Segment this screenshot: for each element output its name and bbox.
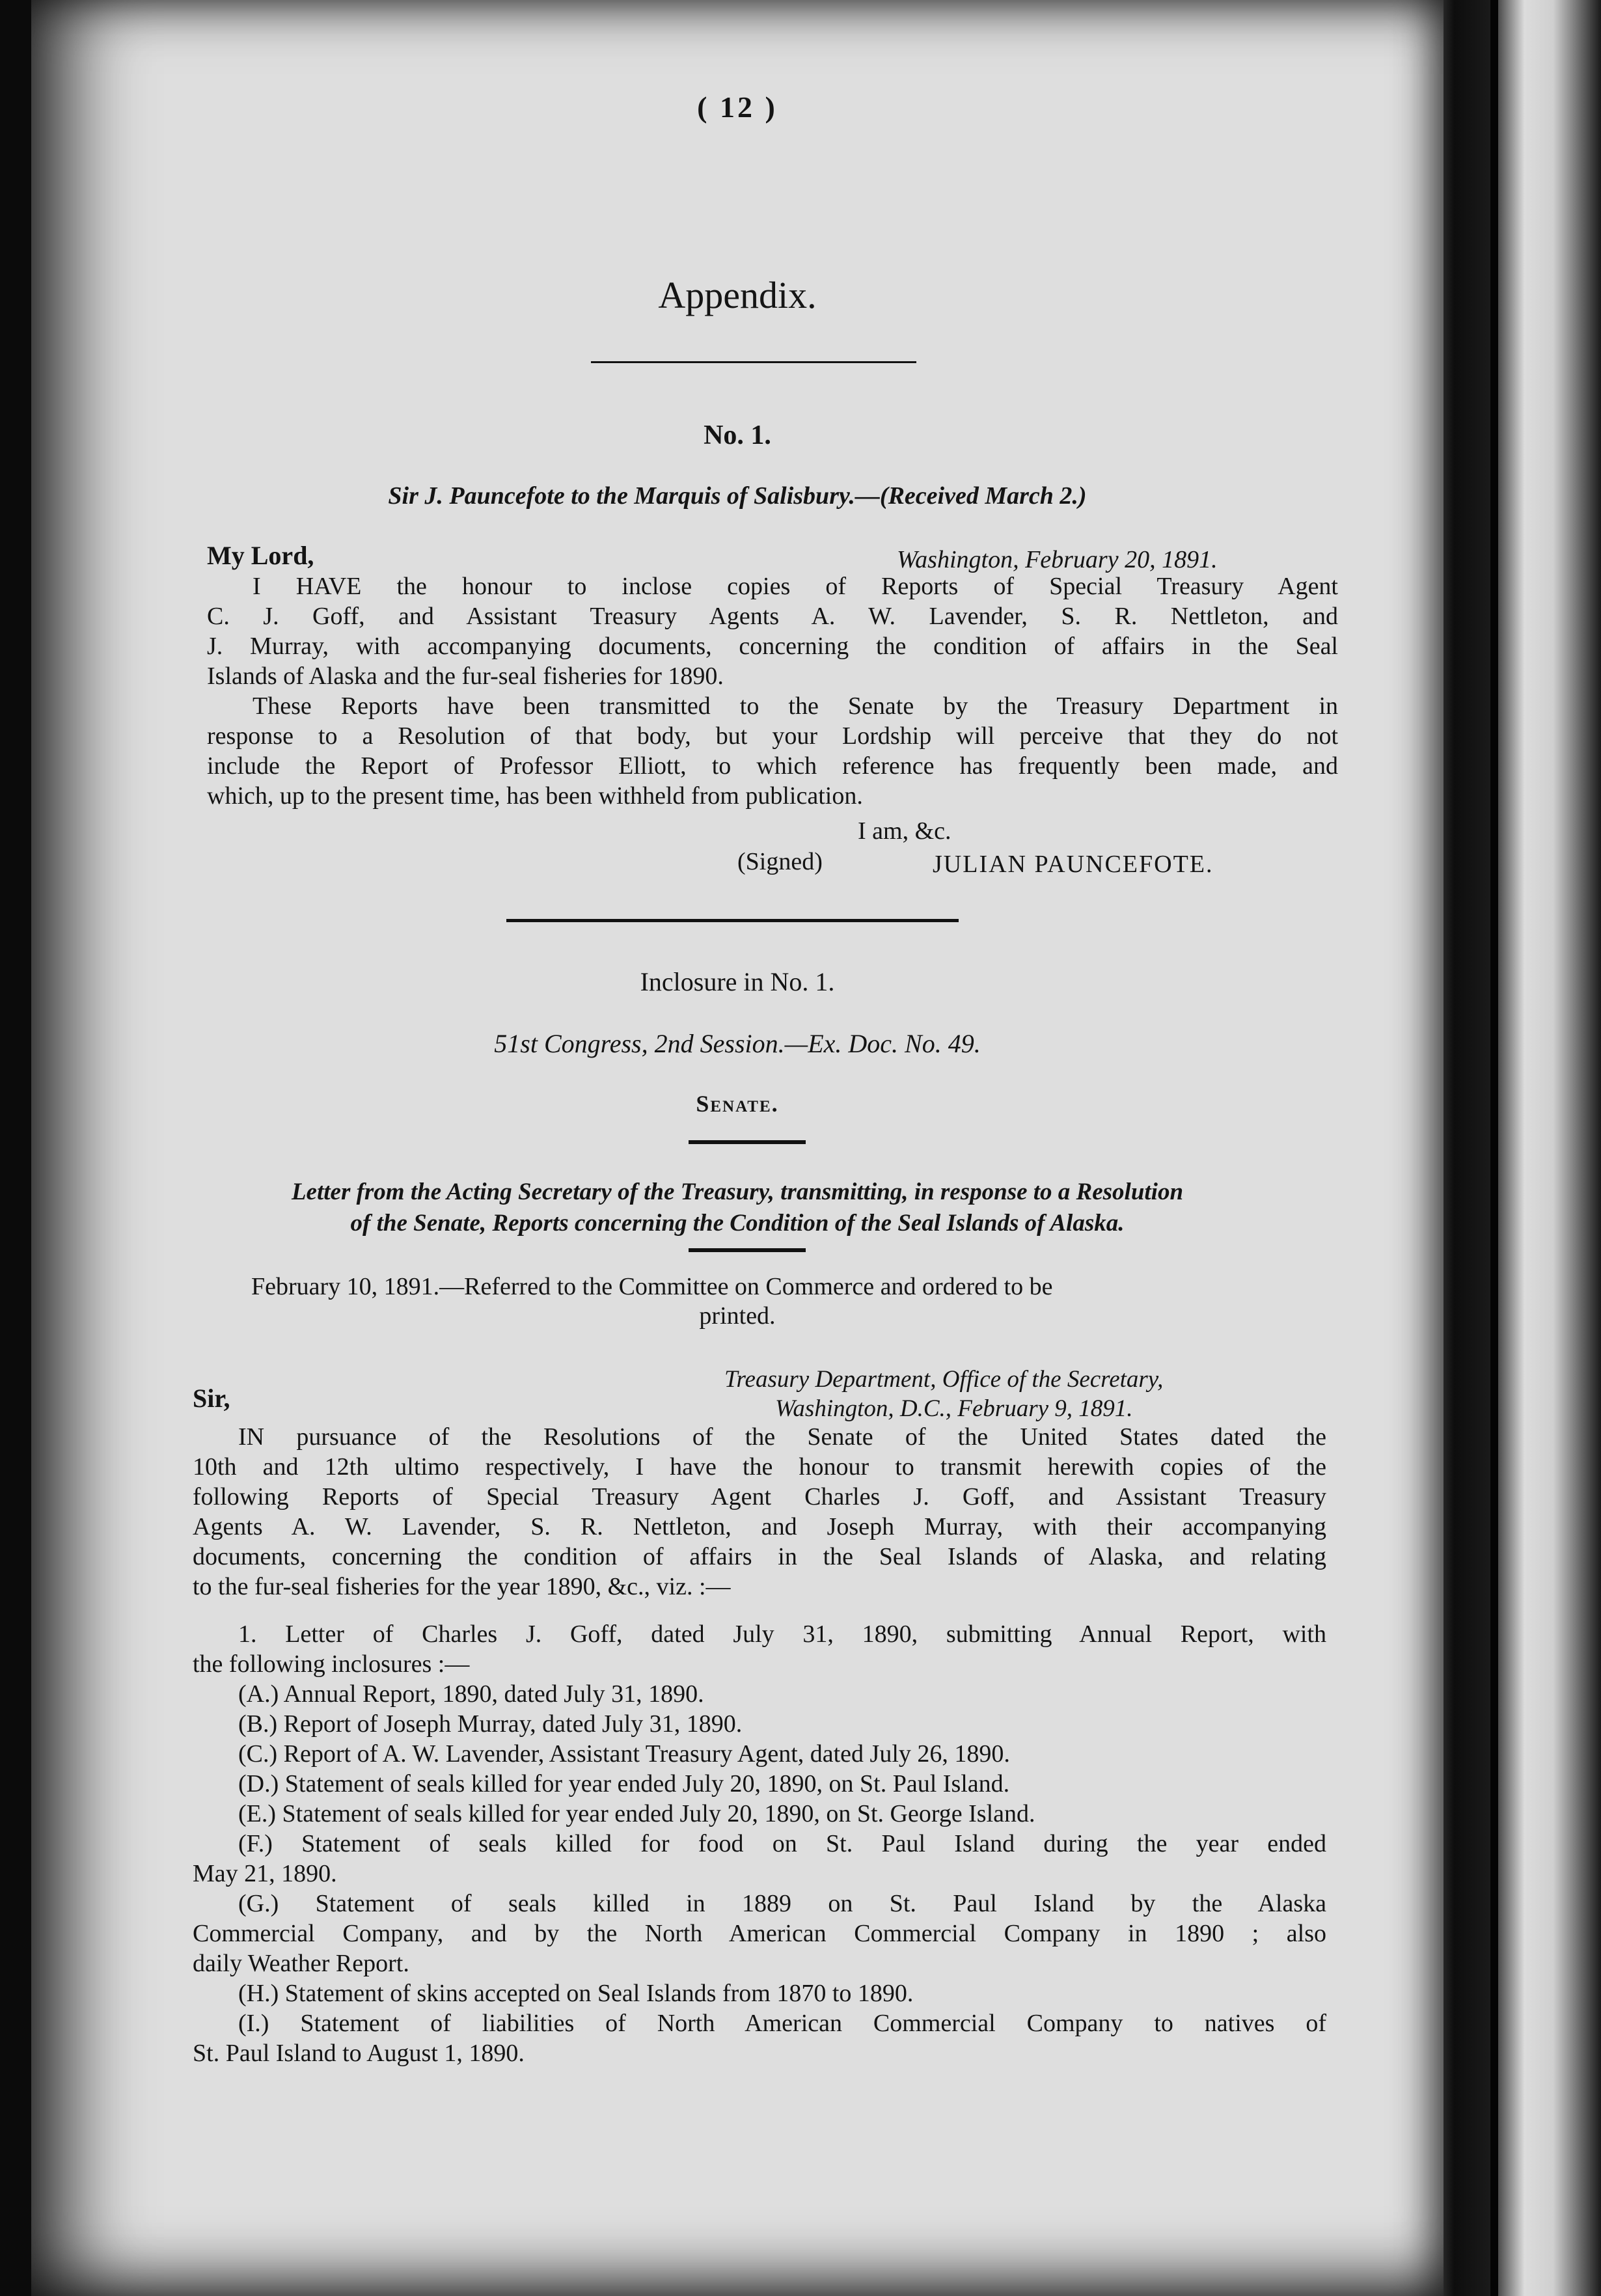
list-item: (D.) Statement of seals killed for year ended July 20, 1890, on St. Paul Island. (238, 1770, 1010, 1797)
referral-line: printed. (699, 1302, 776, 1330)
document-page (31, 0, 1444, 2296)
salutation: My Lord, (207, 541, 314, 570)
letter-title-line: Letter from the Acting Secretary of the Treasury, transmitting, in response to a Resolution (291, 1179, 1184, 1205)
signature: JULIAN PAUNCEFOTE. (933, 851, 1214, 878)
treasury-header-line: Treasury Department, Office of the Secretary, (724, 1366, 1164, 1393)
list-item: (C.) Report of A. W. Lavender, Assistant Treasury Agent, dated July 26, 1890. (238, 1740, 1010, 1768)
inclosure-list (193, 1619, 1326, 2068)
text-line: documents, concerning the condition of affairs in the Seal Islands of Alaska, and relating (193, 1543, 1326, 1570)
divider (689, 1140, 806, 1144)
list-item: the following inclosures :— (193, 1650, 470, 1678)
closing: I am, &c. (858, 817, 951, 845)
list-item: 1. Letter of Charles J. Goff, dated July 31, 1890, submitting Annual Report, with (238, 1620, 1326, 1648)
divider (591, 361, 916, 363)
text-line: which, up to the present time, has been withheld from publication. (207, 782, 863, 810)
list-item: daily Weather Report. (193, 1950, 409, 1977)
text-line: C. J. Goff, and Assistant Treasury Agents A. W. Lavender, S. R. Nettleton, and (207, 603, 1338, 630)
list-item: (A.) Annual Report, 1890, dated July 31, 1890. (238, 1680, 704, 1708)
text-line: J. Murray, with accompanying documents, concerning the condition of affairs in the Seal (207, 633, 1338, 660)
congress-line: 51st Congress, 2nd Session.—Ex. Doc. No. 49. (494, 1029, 981, 1058)
page-title: Appendix. (658, 274, 817, 316)
adjacent-page-edge (1442, 0, 1601, 2296)
senate-heading: Senate. (696, 1091, 779, 1117)
letter-title-line: of the Senate, Reports concerning the Condition of the Seal Islands of Alaska. (350, 1210, 1125, 1237)
text-line: Agents A. W. Lavender, S. R. Nettleton, and Joseph Murray, with their accompanying (193, 1513, 1326, 1540)
list-item: (G.) Statement of seals killed in 1889 on St. Paul Island by the Alaska (238, 1890, 1326, 1917)
list-item: (I.) Statement of liabilities of North American Commercial Company to natives of (238, 2010, 1326, 2037)
text-line: IN pursuance of the Resolutions of the Senate of the United States dated the (238, 1423, 1326, 1451)
list-item: St. Paul Island to August 1, 1890. (193, 2040, 525, 2067)
list-item: (E.) Statement of seals killed for year ended July 20, 1890, on St. George Island. (238, 1800, 1035, 1827)
document-heading: Sir J. Pauncefote to the Marquis of Salisbury.—(Received March 2.) (388, 482, 1087, 510)
dateline: Washington, February 20, 1891. (897, 546, 1218, 573)
page-number: ( 12 ) (697, 90, 778, 124)
list-item: (B.) Report of Joseph Murray, dated July 31, 1890. (238, 1710, 743, 1738)
list-item: (F.) Statement of seals killed for food on St. Paul Island during the year ended (238, 1830, 1326, 1857)
list-item: (H.) Statement of skins accepted on Seal Islands from 1870 to 1890. (238, 1980, 914, 2007)
inclosure-title: Inclosure in No. 1. (640, 967, 835, 996)
divider (689, 1248, 806, 1252)
text-line: These Reports have been transmitted to the Senate by the Treasury Department in (253, 692, 1338, 720)
list-item: Commercial Company, and by the North American Commercial Company in 1890 ; also (193, 1920, 1326, 1947)
text-line: I HAVE the honour to inclose copies of Reports of Special Treasury Agent (253, 573, 1338, 600)
treasury-header-line: Washington, D.C., February 9, 1891. (775, 1395, 1133, 1422)
letter-body (207, 571, 1338, 811)
letter-body (193, 1422, 1326, 1602)
text-line: response to a Resolution of that body, but your Lordship will perceive that they do not (207, 722, 1338, 750)
document-number: No. 1. (704, 420, 771, 450)
list-item: May 21, 1890. (193, 1860, 337, 1887)
text-line: Islands of Alaska and the fur-seal fisheries for 1890. (207, 663, 724, 690)
text-line: to the fur-seal fisheries for the year 1890, &c., viz. :— (193, 1573, 731, 1600)
text-line: include the Report of Professor Elliott, to which reference has frequently been made, and (207, 752, 1338, 780)
text-line: 10th and 12th ultimo respectively, I have the honour to transmit herewith copies of the (193, 1453, 1326, 1481)
text-line: following Reports of Special Treasury Agent Charles J. Goff, and Assistant Treasury (193, 1483, 1326, 1510)
referral-line: February 10, 1891.—Referred to the Committee on Commerce and ordered to be (251, 1273, 1053, 1300)
salutation: Sir, (193, 1384, 230, 1413)
signed-label: (Signed) (737, 848, 823, 875)
divider (506, 919, 959, 922)
